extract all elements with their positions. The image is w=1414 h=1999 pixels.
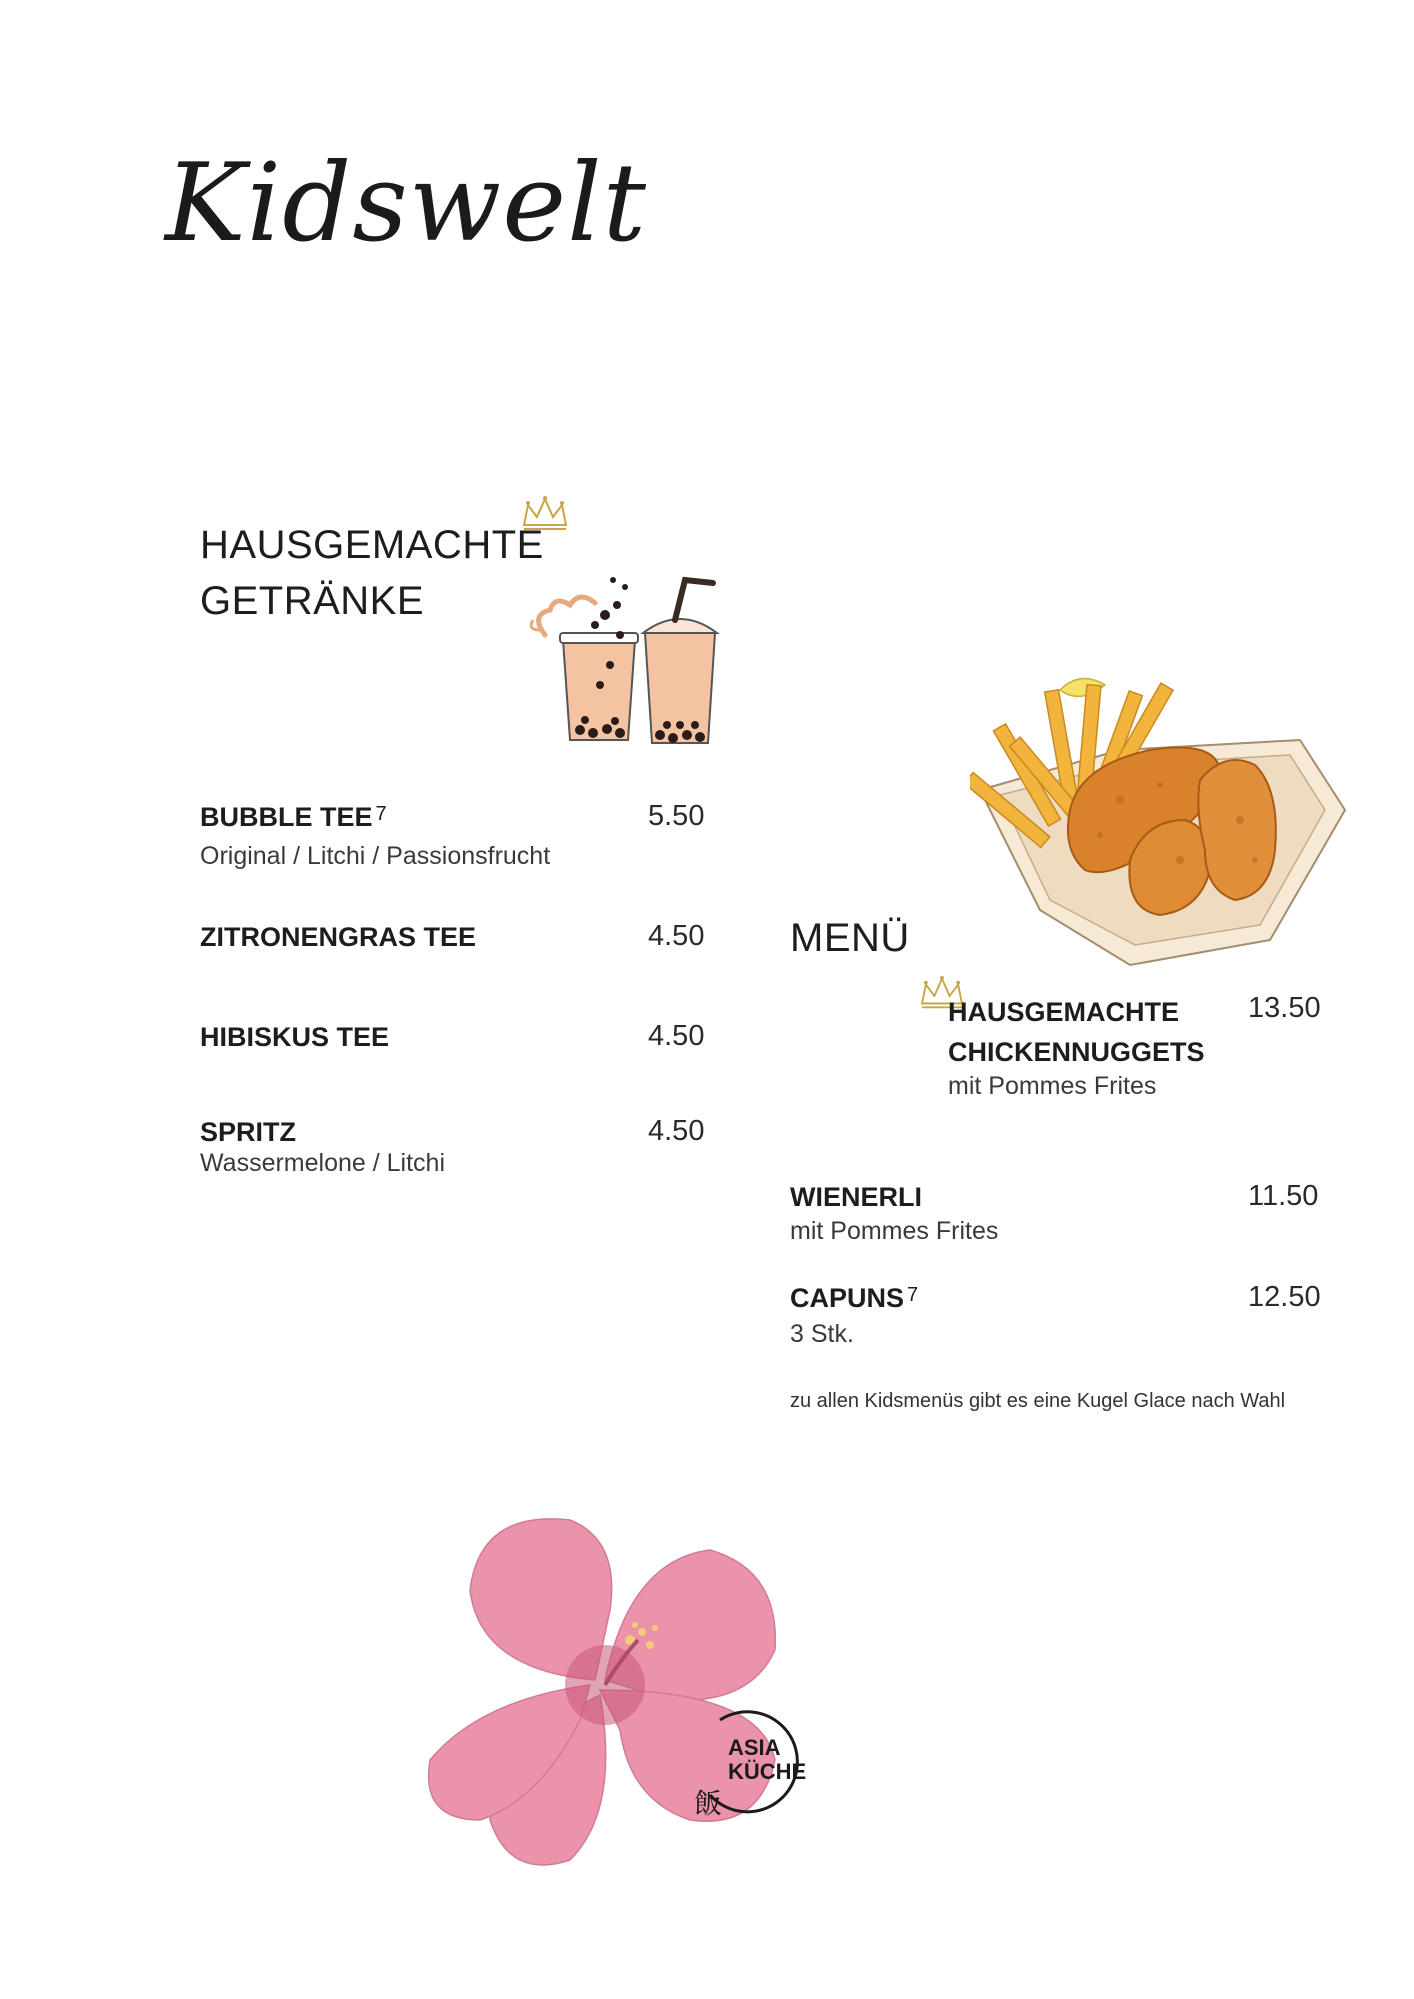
menu-item-hibiskus-tee-name: HIBISKUS TEE — [200, 1022, 390, 1052]
logo-glyph: 飯 — [694, 1787, 723, 1820]
menu-item-wienerli-name: WIENERLI — [790, 1182, 922, 1212]
crown-icon — [520, 495, 570, 535]
hibiscus-flower-illustration — [420, 1500, 800, 1880]
menu-item-capuns-price: 12.50 — [1248, 1281, 1321, 1313]
menu-item-bubble-tee-desc: Original / Litchi / Passionsfrucht — [200, 842, 551, 870]
kids-menu-footnote: zu allen Kidsmenüs gibt es eine Kugel Glace nach Wahl — [790, 1390, 1286, 1412]
menu-heading: MENÜ — [790, 916, 910, 960]
menu-item-wienerli-price: 11.50 — [1248, 1180, 1319, 1212]
drinks-heading — [200, 517, 544, 629]
bubble-tea-illustration — [525, 575, 740, 750]
menu-item-capuns-name: CAPUNS $^7$ — [790, 1283, 919, 1313]
drinks-heading-line2: GETRÄNKE — [200, 579, 425, 623]
logo — [690, 1700, 810, 1820]
menu-item-zitronengras-tee-name: ZITRONENGRAS TEE — [200, 922, 477, 952]
menu-item-chickennuggets-name: HAUSGEMACHTE CHICKENNUGGETS — [948, 997, 1205, 1067]
menu-item-wienerli-desc: mit Pommes Frites — [790, 1217, 999, 1245]
menu-item-bubble-tee-price: 5.50 — [648, 800, 705, 832]
menu-item-spritz-desc: Wassermelone / Litchi — [200, 1149, 445, 1177]
page-title: Kidswelt — [165, 141, 648, 266]
chicken-nuggets-fries-illustration — [970, 670, 1350, 970]
menu-item-hibiskus-tee-price: 4.50 — [648, 1020, 705, 1052]
menu-item-chickennuggets-desc: mit Pommes Frites — [948, 1072, 1157, 1100]
drinks-heading-line1: HAUSGEMACHTE — [200, 523, 544, 567]
menu-item-spritz-name: SPRITZ — [200, 1117, 297, 1147]
menu-item-bubble-tee-name: BUBBLE TEE $^7$ — [200, 802, 387, 832]
menu-item-zitronengras-tee-price: 4.50 — [648, 920, 705, 952]
allergen-note: 7 — [907, 1284, 919, 1306]
menu-item-chickennuggets-price: 13.50 — [1248, 992, 1321, 1024]
menu-item-capuns-desc: 3 Stk. — [790, 1320, 854, 1348]
allergen-note: 7 — [375, 803, 387, 825]
logo-text: ASIA KÜCHE — [728, 1735, 807, 1784]
menu-item-spritz-price: 4.50 — [648, 1115, 705, 1147]
